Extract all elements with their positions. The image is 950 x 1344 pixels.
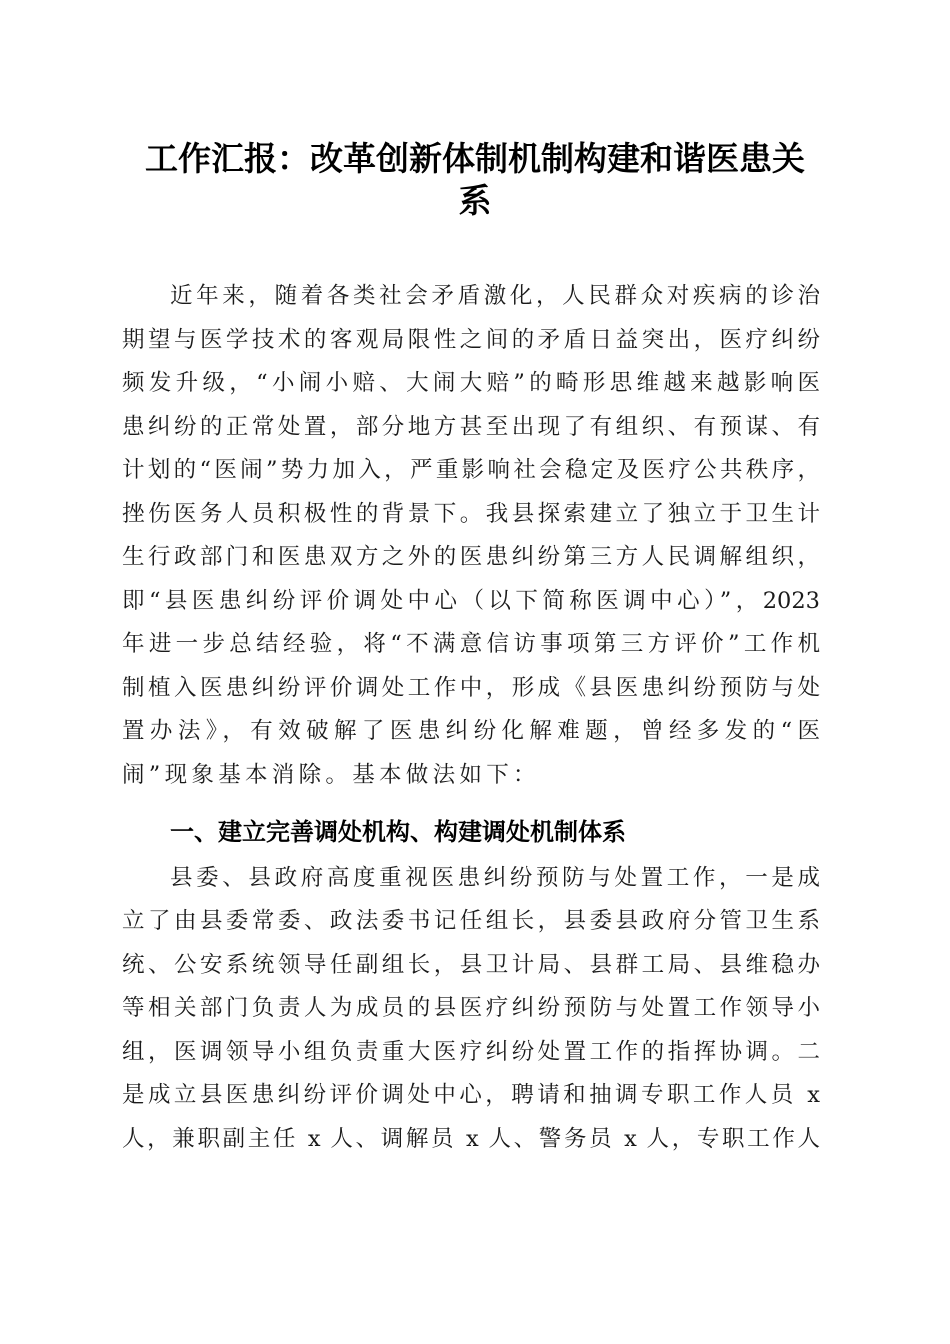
paragraph-line: 近年来，随着各类社会矛盾激化，人民群众对疾病的诊治 [170,283,820,309]
title-line-1: 工作汇报：改革创新体制机制构建和谐医患关 [145,139,805,178]
paragraph-line: 制植入医患纠纷评价调处工作中，形成《县医患纠纷预防与处 [122,675,820,701]
paragraph-line: 期望与医学技术的客观局限性之间的矛盾日益突出，医疗纠纷 [122,327,820,353]
paragraph-line: 置办法》，有效破解了医患纠纷化解难题，曾经多发的“医 [122,718,820,744]
section-heading: 一、建立完善调处机构、构建调处机制体系 [170,818,626,846]
paragraph-line: 立了由县委常委、政法委书记任组长，县委县政府分管卫生系 [122,908,820,934]
paragraph-line: 生行政部门和医患双方之外的医患纠纷第三方人民调解组织， [122,544,820,570]
paragraph-line: 挫伤医务人员积极性的背景下。我县探索建立了独立于卫生计 [122,501,820,527]
paragraph-line: 即“县医患纠纷评价调处中心（以下简称医调中心）”，2023 [122,588,820,614]
paragraph-line: 闹”现象基本消除。基本做法如下： [122,762,540,788]
paragraph-line: 等相关部门负责人为成员的县医疗纠纷预防与处置工作领导小 [122,995,820,1021]
paragraph-line: 是成立县医患纠纷评价调处中心，聘请和抽调专职工作人员 x [122,1082,820,1108]
paragraph-line: 患纠纷的正常处置，部分地方甚至出现了有组织、有预谋、有 [122,414,820,440]
paragraph-line: 组，医调领导小组负责重大医疗纠纷处置工作的指挥协调。二 [122,1039,820,1065]
title-line-2: 系 [458,181,492,220]
paragraph-line: 人，兼职副主任 x 人、调解员 x 人、警务员 x 人，专职工作人 [122,1126,820,1152]
document-title [112,138,838,222]
paragraph-line: 统、公安系统领导任副组长，县卫计局、县群工局、县维稳办 [122,952,820,978]
paragraph-line: 频发升级，“小闹小赔、大闹大赔”的畸形思维越来越影响医 [122,370,820,396]
paragraph-line: 县委、县政府高度重视医患纠纷预防与处置工作，一是成 [170,865,820,891]
paragraph-line: 年进一步总结经验，将“不满意信访事项第三方评价”工作机 [122,631,820,657]
paragraph-line: 计划的“医闹”势力加入，严重影响社会稳定及医疗公共秩序， [122,457,820,483]
